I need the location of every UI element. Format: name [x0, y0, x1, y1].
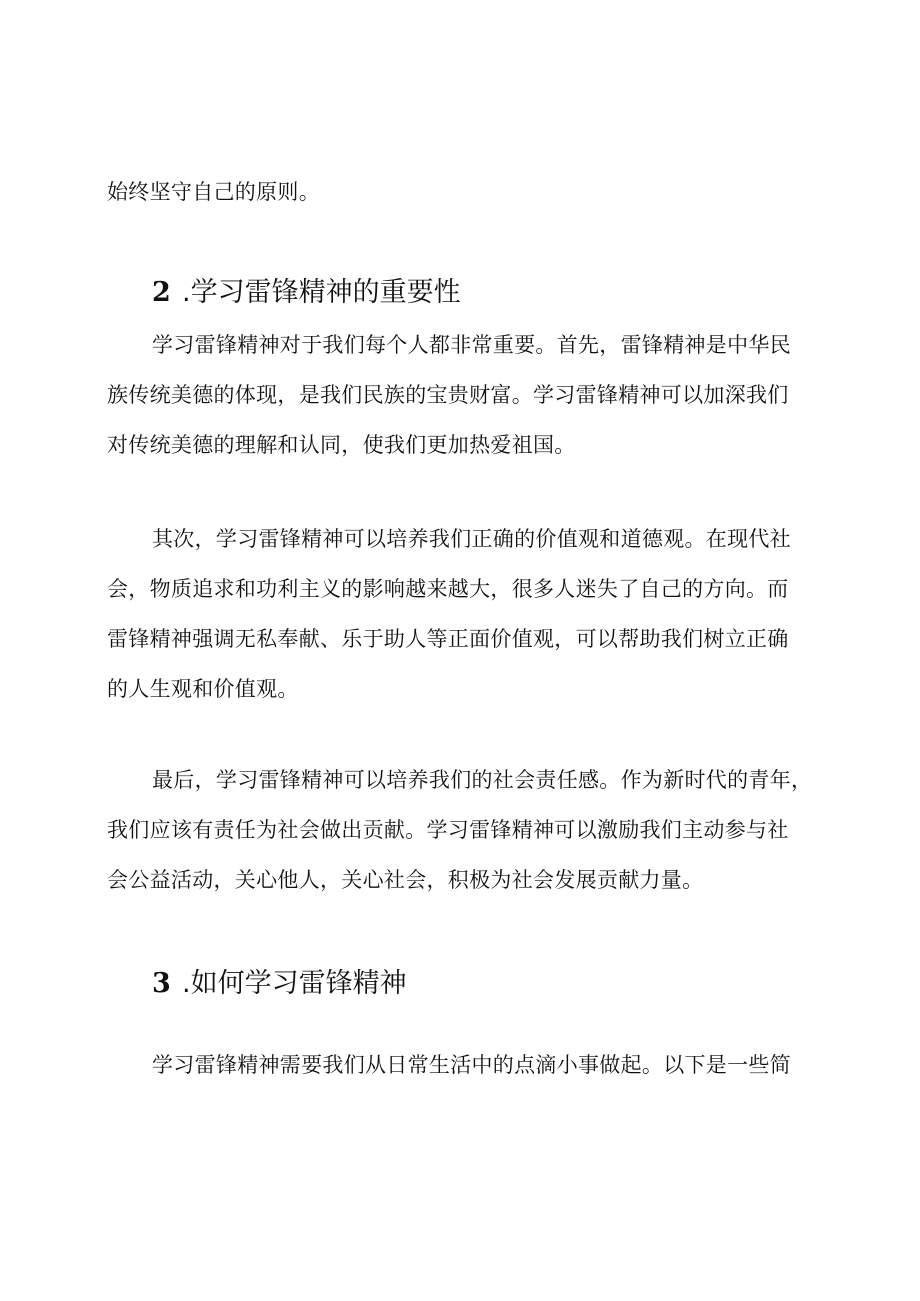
- section-3-number: 3: [152, 968, 171, 999]
- paragraph-line: 对传统美德的理解和认同，使我们更加热爱祖国。: [107, 433, 576, 457]
- paragraph-line: 其次，学习雷锋精神可以培养我们正确的价值观和道德观。在现代社: [152, 527, 791, 551]
- paragraph-line: 学习雷锋精神对于我们每个人都非常重要。首先，雷锋精神是中华民: [152, 333, 791, 357]
- paragraph-line: 最后，学习雷锋精神可以培养我们的社会责任感。作为新时代的青年，: [152, 768, 813, 792]
- paragraph-line: 我们应该有责任为社会做出贡献。学习雷锋精神可以激励我们主动参与社: [107, 818, 789, 842]
- paragraph-line: 会，物质追求和功利主义的影响越来越大，很多人迷失了自己的方向。而: [107, 577, 789, 601]
- section-3-title: .如何学习雷锋精神: [182, 968, 407, 999]
- section-2-title: .学习雷锋精神的重要性: [182, 277, 461, 308]
- paragraph-continuation-line: 始终坚守自己的原则。: [107, 180, 320, 204]
- section-2-number: 2: [152, 277, 171, 308]
- paragraph-line: 学习雷锋精神需要我们从日常生活中的点滴小事做起。以下是一些简: [152, 1053, 791, 1077]
- paragraph-line: 族传统美德的体现，是我们民族的宝贵财富。学习雷锋精神可以加深我们: [107, 383, 789, 407]
- paragraph-line: 雷锋精神强调无私奉献、乐于助人等正面价值观，可以帮助我们树立正确: [107, 627, 789, 651]
- paragraph-line: 的人生观和价值观。: [107, 677, 299, 701]
- section-3-heading: [152, 966, 407, 1002]
- paragraph-line: 会公益活动，关心他人，关心社会，积极为社会发展贡献力量。: [107, 868, 704, 892]
- section-2-heading: [152, 275, 461, 311]
